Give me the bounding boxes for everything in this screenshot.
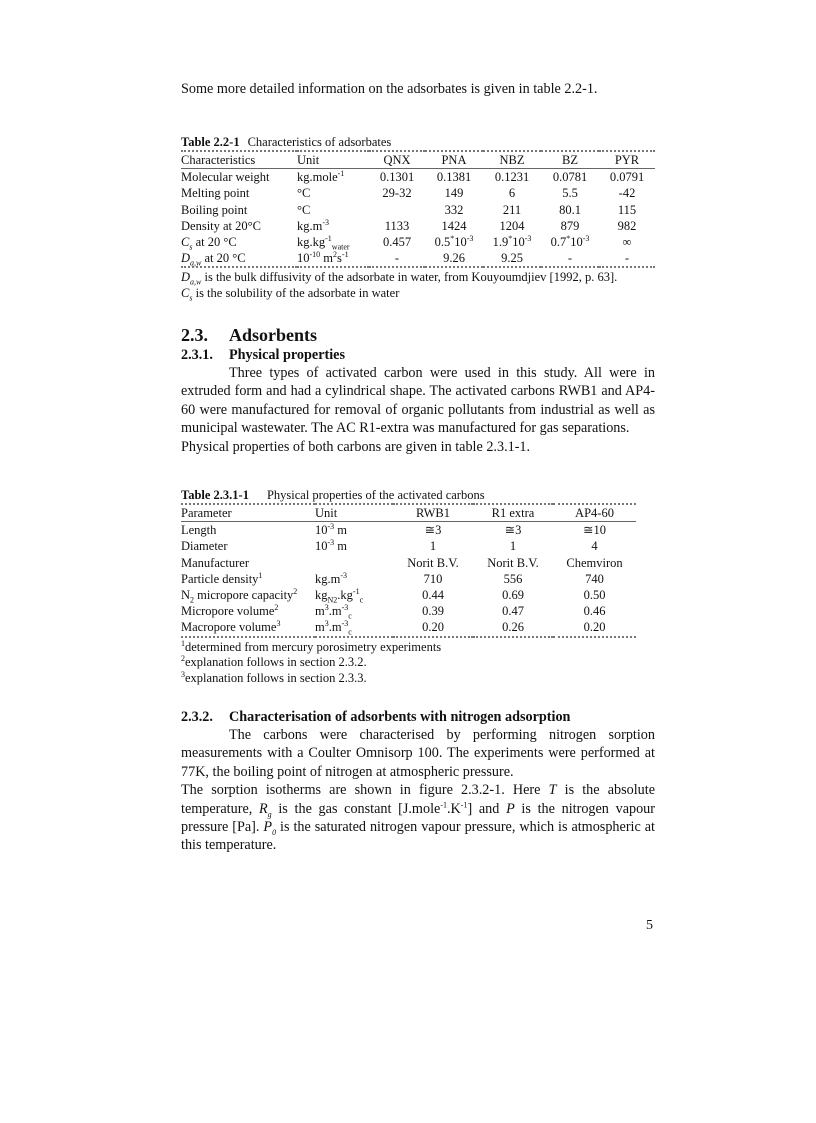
table-cell: Norit B.V. [487,555,539,570]
unit-text: 10 [315,539,328,554]
header-cell: Unit [315,506,338,520]
table-cell: 149 [444,186,464,201]
header-cell: RWB1 [415,506,451,520]
row-label: at 20 °C [204,251,246,266]
table-cell: 0.0791 [609,170,645,185]
table-2-3-1-1 [181,488,636,686]
text-run: ] and [467,800,507,817]
unit-text: m [315,604,325,619]
paragraph: Three types of activated carbon were used in this study. All were in extruded form and had a cylindrical shape. The activated carbons RWB1 and AP4-60 were manufactured for removal of organic pollutants from industrial as well as municipal wastewater. The AC R1-extra was manufactured for gas separations. [181,365,655,437]
table-cell: 0.457 [382,235,412,250]
subsection-title: Physical properties [229,347,345,363]
row-label: Micropore volume [181,604,275,619]
table-cell: 1133 [384,218,410,233]
text-run: .K [446,800,461,817]
value-text: 1.9 [492,235,509,250]
page-number: 5 [646,918,653,933]
table-cell: $m^3.m^{-3}_c$ [315,619,352,637]
header-cell: PYR [614,153,640,167]
value-text: 0.7 [550,235,567,250]
table-row [181,185,655,201]
table-cell: Particle density$^1$ [181,570,263,586]
table-cell: Norit B.V. [407,555,459,570]
table-cell: 879 [560,218,580,233]
table-cell: 0.44 [422,588,444,603]
unit-text: kg.m [297,218,323,233]
header-cell: Characteristics [181,153,256,167]
table-note: $C_s$ is the solubility of the adsorbate in water [181,285,400,303]
table-cell: 0.1381 [436,170,472,185]
table-cell: 0.50 [583,588,606,603]
table-cell: °C [297,186,311,201]
table-cell: 0.1301 [379,170,415,185]
table-row [181,234,655,250]
table-cell: 1424 [441,218,467,233]
table-cell: 0.26 [502,620,524,635]
intro-text: Some more detailed information on the adsorbates is given in table 2.2-1. [181,81,598,97]
table-cell: 1 [429,539,437,554]
table-cell: 29-32 [382,186,412,201]
table-cell: 80.1 [559,202,581,217]
header-cell: NBZ [499,153,525,167]
table-row [181,522,636,539]
unit-text: kg [315,588,328,603]
section-number: 2.3. [181,325,208,345]
table-cell: - [394,251,400,266]
table-row [181,587,636,603]
table-cell: - [567,251,573,266]
table-row [181,202,655,218]
table-cell: 556 [503,571,523,586]
paragraph: Physical properties of both carbons are given in table 2.3.1-1. [181,438,531,455]
table-cell: $0.7^*10^{-3}$ [550,233,590,250]
unit-text: m [315,620,325,635]
table-cell: 0.1231 [494,170,530,185]
table-cell: 0.0781 [552,170,588,185]
table-cell: 1204 [499,218,525,233]
header-cell: Parameter [181,506,232,520]
table-caption [181,488,636,503]
text-run: The sorption isotherms are shown in figure 2.3.2-1. Here [181,782,549,799]
table-2-2-1 [181,135,655,301]
note-text: is the bulk diffusivity of the adsorbate in water, from Kouyoumdjiev [1992, p. 63]. [201,270,618,285]
table-cell: Micropore volume$^2$ [181,603,279,619]
subsection-title: Characterisation of adsorbents with nitrogen adsorption [229,709,571,725]
table-cell: ∞ [622,235,632,250]
text-run: is the nitrogen vapour pressure [Pa]. [181,800,655,836]
table-caption [181,135,655,150]
table-cell: Manufacturer [181,555,250,570]
table-cell: 9.25 [501,251,523,266]
table-cell [315,555,393,571]
footnote-text: determined from mercury porosimetry experiments [185,639,442,654]
table-cell: $0.5^*10^{-3}$ [434,233,474,250]
table-cell: Boiling point [181,202,248,217]
footnote-text: explanation follows in section 2.3.2. [185,655,367,670]
paragraph: The sorption isotherms are shown in figure 2.3.2-1. Here T is the absolute temperature, $R_g$ is the gas constant $[J.mole^{-1}.K^{-1}]$ and P is the nitrogen vapour pressure [Pa]. $P_0$ is the saturated nitrogen vapour pressure, which is atmospheric at this temperature. [181,782,655,854]
header-cell: PNA [441,153,467,167]
table-cell: $m^3.m^{-3}_c$ [315,603,352,621]
table-cell: $1.9^*10^{-3}$ [492,233,532,250]
table-cell: Length [181,523,217,538]
row-label: Macropore volume [181,620,277,635]
table-cell: Melting point [181,186,250,201]
table-cell: $kg.m^{-3}$ [315,570,348,586]
text-run: is the gas constant [J.mole [271,800,441,817]
unit-text: kg.mole [297,170,338,185]
table-cell: $10^{-10}$ $m^2s^{-1}$ [297,250,349,266]
table-cell: 9.26 [443,251,465,266]
table-note: $D_{a,w}$ is the bulk diffusivity of the adsorbate in water, from Kouyoumdjiev [1992, p. 63]. [181,270,618,287]
table-cell: Macropore volume$^3$ [181,619,281,635]
header-cell: QNX [383,153,411,167]
table-header-row [181,504,636,522]
unit-text: 10 [297,251,310,266]
table-cell: Molecular weight [181,170,270,185]
table-cell: $kg_{N2}.kg^{-1}_c$ [315,586,364,605]
table-cell: Chemviron [566,555,623,570]
table-cell: 6 [508,186,516,201]
table-cell: $10^{-3}$ m [315,538,348,554]
header-cell: R1 extra [491,506,535,520]
table-footnote: $^3$explanation follows in section 2.3.3. [181,669,367,685]
table-cell: 115 [617,202,637,217]
subsection-number: 2.3.2. [181,709,213,725]
table-header-row [181,151,655,169]
table-footnote: $^1$determined from mercury porosimetry experiments [181,638,442,654]
value-text: 0.5 [434,235,451,250]
table-cell: Diameter [181,539,228,554]
table-row [181,603,636,619]
section-title: Adsorbents [229,325,318,345]
table-cell: 740 [585,571,604,586]
subsection-number: 2.3.1. [181,347,213,363]
table-cell: $kg.kg^{-1}_{water}$ [297,233,350,252]
table-cell: -42 [618,186,636,201]
carbons-table [181,503,636,640]
table-cell: 1 [509,539,517,554]
table-cell: - [624,251,630,266]
table-cell: 710 [423,571,443,586]
header-cell: BZ [562,153,578,167]
section-heading [181,324,655,346]
table-label: Table 2.2-1 [181,135,240,149]
table-cell: ≅3 [424,523,442,538]
table-caption-text: Physical properties of the activated carbons [266,488,485,502]
unit-text: kg.kg [297,235,326,250]
table-row [181,538,636,554]
table-cell: 0.46 [583,604,606,619]
header-cell: AP4-60 [575,506,614,520]
table-cell: 4 [591,539,598,554]
row-label: at 20 °C [195,235,237,250]
unit-text: kg.m [315,571,341,586]
table-cell: $N_2$ micropore capacity$^2$ [181,586,298,605]
table-caption-text: Characteristics of adsorbates [247,135,392,149]
table-cell: 211 [502,202,522,217]
table-cell: 0.20 [422,620,444,635]
subsection-heading [181,708,655,726]
table-row [181,571,636,587]
table-cell [369,202,425,218]
paragraph: The carbons were characterised by performing nitrogen sorption measurements with a Coulter Omnisorp 100. The experiments were performed at 77K, the boiling point of nitrogen at atmospheric pressure. [181,727,655,780]
table-cell: 0.20 [583,620,606,635]
row-label: Particle density [181,571,259,586]
table-cell: 5.5 [562,186,578,201]
note-text: is the solubility of the adsorbate in water [192,285,400,300]
row-label: micropore capacity [197,588,294,603]
table-cell: kg.mole$^{-1}$ [297,169,345,185]
table-cell: Density at 20°C [181,218,261,233]
table-cell: ≅10 [583,523,606,538]
table-label: Table 2.3.1-1 [181,488,249,502]
table-cell: $10^{-3}$ m [315,522,348,538]
table-cell: $D_{a,w}$ at 20 °C [181,251,246,268]
table-cell: $C_s$ at 20 °C [181,235,237,252]
table-cell: ≅3 [504,523,522,538]
table-row [181,218,655,234]
table-cell: 0.69 [502,588,524,603]
adsorbates-table [181,150,655,270]
table-cell: 332 [444,202,464,217]
subsection-heading [181,346,655,364]
table-cell: 0.39 [422,604,444,619]
text-run: is the absolute temperature, [181,782,655,817]
table-cell: 982 [617,218,637,233]
text-run: is the saturated nitrogen vapour pressure, which is atmospheric at this temperature. [181,819,655,854]
table-row [181,619,636,636]
table-cell: 0.47 [502,604,524,619]
unit-text: 10 [315,523,328,538]
table-footnote: $^2$explanation follows in section 2.3.2. [181,653,367,670]
table-row [181,555,636,571]
table-row [181,169,655,186]
header-cell: Unit [297,153,320,167]
table-cell: °C [297,202,311,217]
table-cell: $kg.m^{-3}$ [297,217,330,233]
footnote-text: explanation follows in section 2.3.3. [185,670,367,685]
table-row [181,250,655,267]
